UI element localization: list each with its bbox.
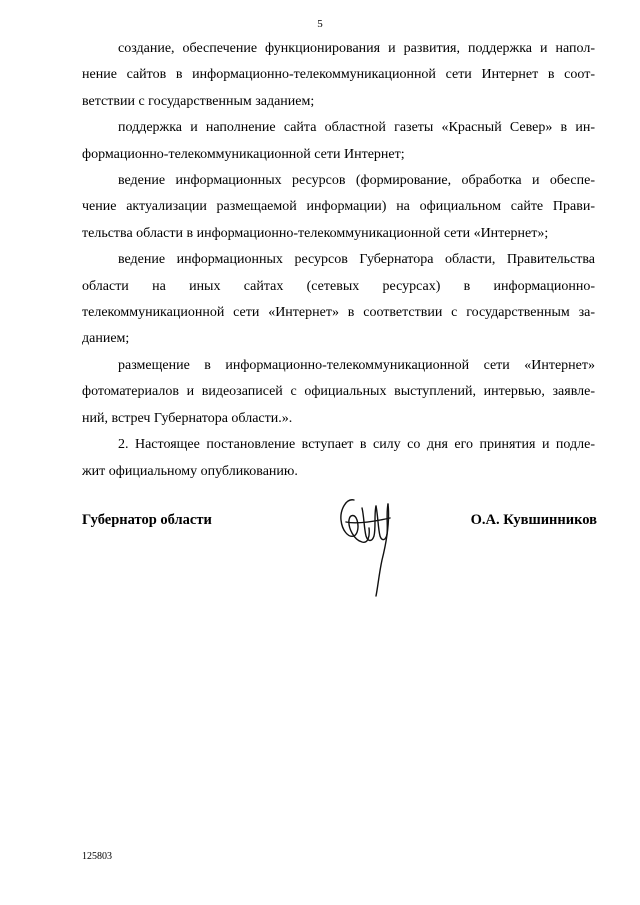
signer-title: Губернатор области: [82, 512, 212, 528]
text-line: телекоммуникационной сети «Интернет» в соответствии с государственным за-: [82, 305, 595, 321]
text-line: области на иных сайтах (сетевых ресурсах) в информационно-: [82, 278, 595, 294]
text-line: ний, встреч Губернатора области.».: [82, 410, 293, 426]
paragraph-sites-support: [82, 36, 595, 115]
paragraph-government-site: [82, 168, 595, 247]
text-line: ведение информационных ресурсов Губернатора области, Правительства: [118, 252, 595, 268]
text-line: жит официальному опубликованию.: [82, 463, 298, 479]
paragraph-governor-resources: [82, 247, 595, 353]
text-line: размещение в информационно-телекоммуникационной сети «Интернет»: [118, 357, 595, 373]
text-line: создание, обеспечение функционирования и развития, поддержка и напол-: [118, 41, 595, 56]
text-line: формационно-телекоммуникационной сети Интернет;: [82, 146, 405, 162]
text-line: нение сайтов в информационно-телекоммуникационной сети Интернет в соот-: [82, 67, 595, 83]
text-line: данием;: [82, 331, 130, 347]
text-line: 2. Настоящее постановление вступает в силу со дня его принятия и подле-: [118, 437, 595, 453]
text-line: фотоматериалов и видеозаписей с официальных выступлений, интервью, заявле-: [82, 384, 595, 400]
document-code: 125803: [82, 851, 112, 862]
text-line: тельства области в информационно-телекоммуникационной сети «Интернет»;: [82, 225, 549, 241]
text-line: ведение информационных ресурсов (формирование, обработка и обеспе-: [118, 173, 595, 189]
paragraph-effective-date: [82, 432, 595, 485]
text-line: ветствии с государственным заданием;: [82, 93, 315, 109]
paragraph-newspaper-site: [82, 115, 595, 168]
handwritten-signature: [332, 492, 396, 600]
document-body: [82, 36, 595, 485]
page-number: 5: [317, 18, 323, 30]
text-line: поддержка и наполнение сайта областной газеты «Красный Север» в ин-: [118, 120, 595, 136]
paragraph-media-placement: [82, 353, 595, 432]
text-line: чение актуализации размещаемой информации) на официальном сайте Прави-: [82, 199, 595, 215]
signer-name: О.А. Кувшинников: [470, 512, 597, 528]
